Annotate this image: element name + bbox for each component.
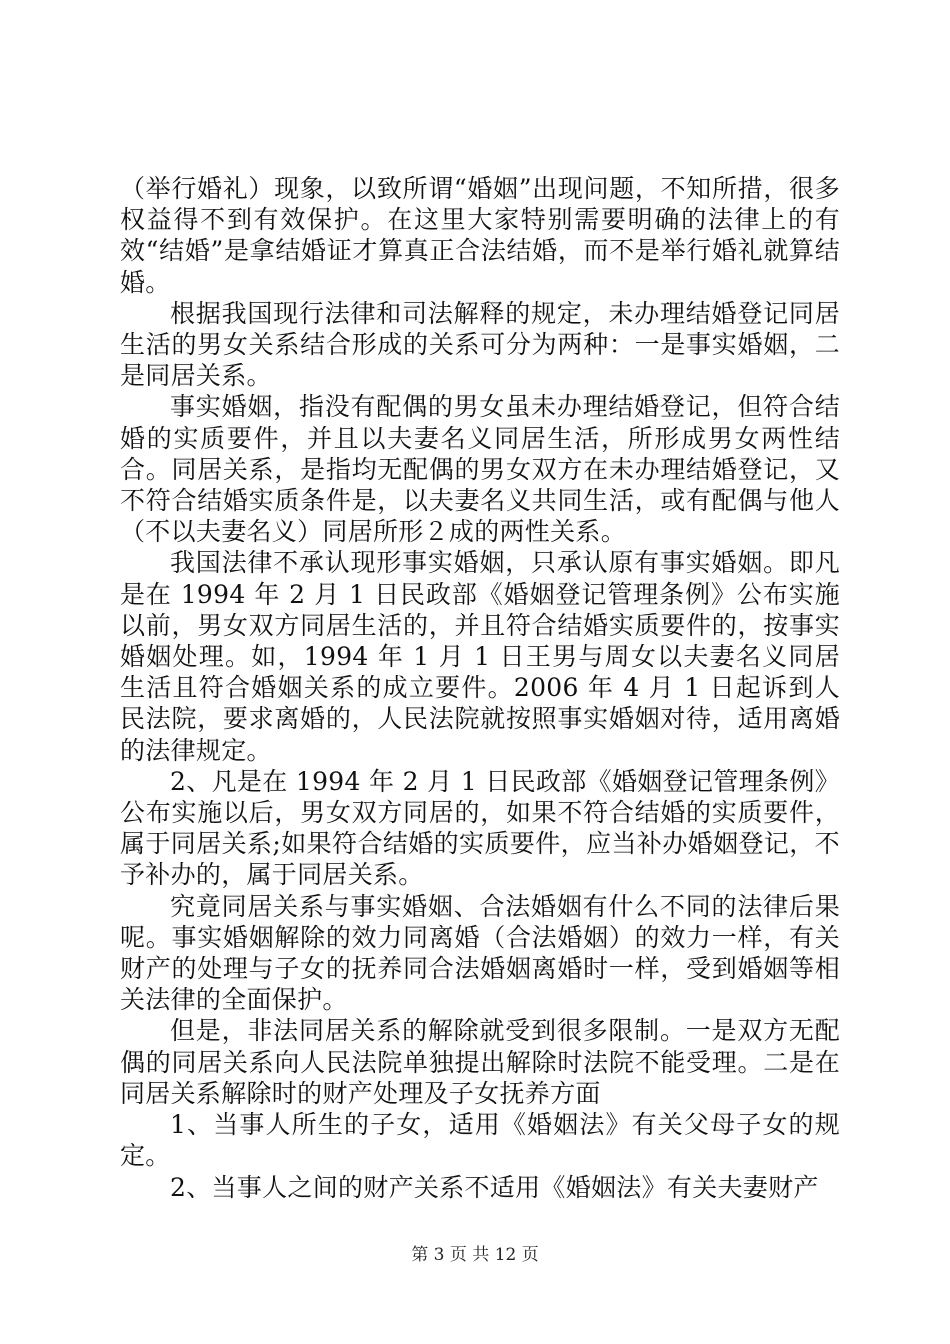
paragraph: 但是，非法同居关系的解除就受到很多限制。一是双方无配偶的同居关系向人民法院单独提出解除时法院不能受理。二是在同居关系解除时的财产处理及子女抚养方面 xyxy=(120,1016,840,1108)
paragraph: 我国法律不承认现形事实婚姻，只承认原有事实婚姻。即凡是在 1994 年 2 月 1 日民政部《婚姻登记管理条例》公布实施以前，男女双方同居生活的，并且符合结婚实质要件的，按事实婚姻处理。如，1994 年 1 月 1 日王男与周女以夫妻名义同居生活且符合婚姻关系的成立要件。2006 年 4 月 1 日起诉到人民法院，要求离婚的，人民法院就按照事实婚姻对待，适用离婚的法律规定。 xyxy=(120,548,840,765)
paragraph: 究竟同居关系与事实婚姻、合法婚姻有什么不同的法律后果呢。事实婚姻解除的效力同离婚（合法婚姻）的效力一样，有关财产的处理与子女的抚养同合法婚姻离婚时一样，受到婚姻等相关法律的全面保护。 xyxy=(120,891,840,1015)
paragraph: 2、凡是在 1994 年 2 月 1 日民政部《婚姻登记管理条例》公布实施以后，男女双方同居的，如果不符合结婚的实质要件，属于同居关系;如果符合结婚的实质要件，应当补办婚姻登记，不予补办的，属于同居关系。 xyxy=(120,766,840,890)
paragraph: 事实婚姻，指没有配偶的男女虽未办理结婚登记，但符合结婚的实质要件，并且以夫妻名义同居生活，所形成男女两性结合。同居关系，是指均无配偶的男女双方在未办理结婚登记，又不符合结婚实质条件是，以夫妻名义共同生活，或有配偶与他人（不以夫妻名义）同居所形２成的两性关系。 xyxy=(120,392,840,547)
paragraph: 根据我国现行法律和司法解释的规定，未办理结婚登记同居生活的男女关系结合形成的关系可分为两种：一是事实婚姻，二是同居关系。 xyxy=(120,298,840,391)
list-item: 1、当事人所生的子女，适用《婚姻法》有关父母子女的规定。 xyxy=(120,1110,840,1171)
paragraph-continuation: （举行婚礼）现象，以致所谓“婚姻”出现问题，不知所措，很多权益得不到有效保护。在这里大家特别需要明确的法律上的有效“结婚”是拿结婚证才算真正合法结婚，而不是举行婚礼就算结婚。 xyxy=(120,174,840,297)
document-body xyxy=(120,173,840,1203)
list-item: 2、当事人之间的财产关系不适用《婚姻法》有关夫妻财产 xyxy=(170,1172,819,1202)
page-number-footer: 第 3 页 共 12 页 xyxy=(411,1245,539,1265)
